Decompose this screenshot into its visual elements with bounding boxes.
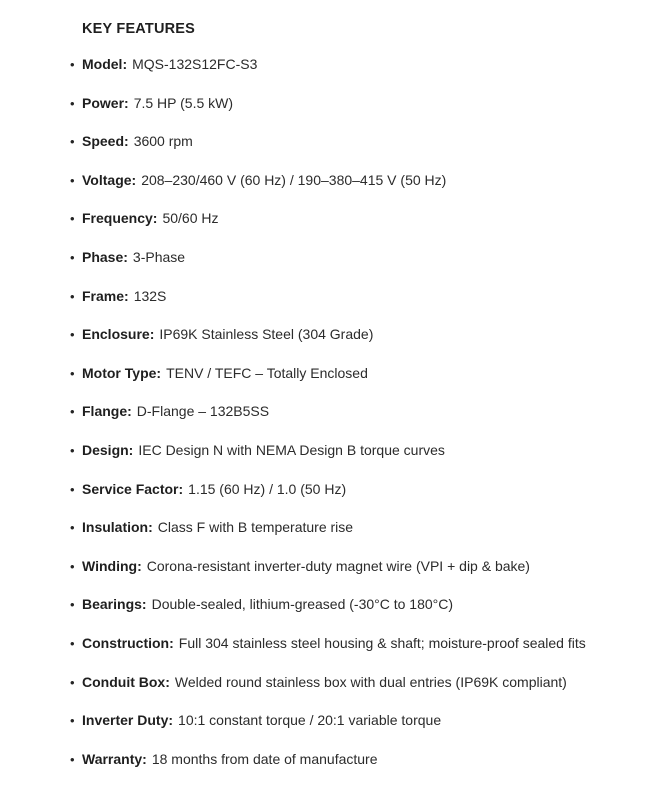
- feature-item-construction: [70, 634, 651, 651]
- feature-label: Winding:: [82, 557, 142, 574]
- feature-item-warranty: [70, 750, 651, 767]
- feature-item-frame: [70, 287, 651, 304]
- feature-item-design: [70, 441, 651, 458]
- bullet-icon: •: [70, 404, 75, 420]
- feature-label: Design:: [82, 441, 134, 458]
- feature-item-flange: [70, 403, 651, 420]
- feature-label: Model:: [82, 56, 128, 72]
- feature-item-insulation: [70, 519, 651, 536]
- feature-value: Double-sealed, lithium-greased (-30°C to 180°C): [151, 596, 454, 613]
- feature-item-inverter-duty: [70, 712, 651, 729]
- feature-label: Speed:: [82, 133, 129, 150]
- feature-item-frequency: [70, 210, 651, 227]
- bullet-icon: •: [70, 57, 75, 72]
- feature-item-service-factor: [70, 480, 651, 497]
- feature-value: 132S: [133, 287, 167, 304]
- bullet-icon: •: [70, 442, 75, 458]
- feature-label: Frequency:: [82, 210, 158, 227]
- feature-label: Construction:: [82, 634, 174, 651]
- feature-item-winding: [70, 557, 651, 574]
- feature-item-power: [70, 94, 651, 111]
- bullet-icon: •: [70, 713, 75, 729]
- feature-value: D-Flange – 132B5SS: [136, 403, 270, 420]
- feature-label: Bearings:: [82, 596, 147, 613]
- bullet-icon: •: [70, 95, 75, 111]
- feature-item-motor-type: [70, 364, 651, 381]
- feature-label: Motor Type:: [82, 364, 162, 381]
- bullet-icon: •: [70, 481, 75, 497]
- feature-value: 3600 rpm: [133, 133, 193, 150]
- feature-label: Service Factor:: [82, 480, 184, 497]
- bullet-icon: •: [70, 597, 75, 613]
- feature-value: Class F with B temperature rise: [157, 519, 354, 536]
- feature-label: Phase:: [82, 248, 128, 265]
- feature-label: Conduit Box:: [82, 673, 170, 690]
- feature-value: 18 months from date of manufacture: [151, 750, 378, 767]
- bullet-icon: •: [70, 172, 75, 188]
- feature-label: Voltage:: [82, 171, 137, 188]
- bullet-icon: •: [70, 327, 75, 343]
- feature-value: 208–230/460 V (60 Hz) / 190–380–415 V (50 Hz): [141, 171, 447, 188]
- feature-item-speed: [70, 133, 651, 150]
- feature-item-conduit-box: [70, 673, 651, 690]
- bullet-icon: •: [70, 365, 75, 381]
- bullet-icon: •: [70, 674, 75, 690]
- bullet-icon: •: [70, 520, 75, 536]
- feature-value: 50/60 Hz: [162, 210, 219, 227]
- bullet-icon: •: [70, 635, 75, 651]
- feature-label: Flange:: [82, 403, 132, 420]
- feature-value: Welded round stainless box with dual entries (IP69K compliant): [174, 673, 567, 690]
- feature-label: Warranty:: [82, 750, 147, 767]
- feature-value: 3-Phase: [132, 248, 186, 265]
- feature-value: 7.5 HP (5.5 kW): [133, 94, 234, 111]
- feature-value: MQS-132S12FC-S3: [132, 56, 258, 72]
- feature-item-voltage: [70, 171, 651, 188]
- feature-item-model: [70, 56, 651, 72]
- page-title: KEY FEATURES: [82, 21, 196, 37]
- bullet-icon: •: [70, 288, 75, 304]
- feature-label: Frame:: [82, 287, 129, 304]
- bullet-icon: •: [70, 249, 75, 265]
- feature-value: IP69K Stainless Steel (304 Grade): [159, 326, 374, 343]
- bullet-icon: •: [70, 211, 75, 227]
- feature-item-bearings: [70, 596, 651, 613]
- feature-item-enclosure: [70, 326, 651, 343]
- bullet-icon: •: [70, 751, 75, 767]
- feature-label: Inverter Duty:: [82, 712, 174, 729]
- feature-label: Power:: [82, 94, 129, 111]
- feature-value: TENV / TEFC – Totally Enclosed: [166, 364, 368, 381]
- feature-label: Insulation:: [82, 519, 153, 536]
- bullet-icon: •: [70, 558, 75, 574]
- feature-list: [70, 56, 651, 767]
- feature-value: 1.15 (60 Hz) / 1.0 (50 Hz): [188, 480, 347, 497]
- bullet-icon: •: [70, 134, 75, 150]
- feature-value: IEC Design N with NEMA Design B torque curves: [138, 441, 445, 458]
- feature-label: Enclosure:: [82, 326, 155, 343]
- feature-value: 10:1 constant torque / 20:1 variable torque: [178, 712, 442, 729]
- feature-value: Full 304 stainless steel housing & shaft; moisture-proof sealed fits: [178, 634, 586, 651]
- feature-value: Corona-resistant inverter-duty magnet wire (VPI + dip & bake): [146, 557, 530, 574]
- feature-item-phase: [70, 248, 651, 265]
